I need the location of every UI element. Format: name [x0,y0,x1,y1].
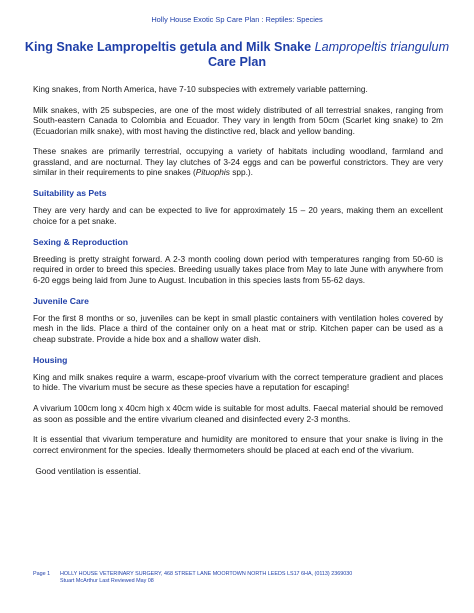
intro-paragraph: King snakes, from North America, have 7-10 subspecies with extremely variable patterning. [33,84,368,94]
housing-paragraph-3: It is essential that vivarium temperature and humidity are monitored to ensure that your snake is living in the correct environment for the species. Ideally thermometers should be placed at each end of the vivarium. [33,434,443,455]
title-latin: Lampropeltis triangulum [314,40,450,54]
juvenile-heading: Juvenile Care [33,295,89,306]
housing-paragraph-2: A vivarium 100cm long x 40cm high x 40cm wide is suitable for most adults. Faecal material should be removed as soon as possible and the entire vivarium cleaned and disinfected every 2-3 months. [33,403,443,424]
milk-snake-paragraph: Milk snakes, with 25 subspecies, are one of the most widely distributed of all terrestrial snakes, ranging from South-eastern Canada to Colombia and Ecuador. They vary in length from 50cm (Scarlet king snake) to 2m (Ecuadorian milk snake), with most having the distinctive red, black and yellow banding. [33,104,443,136]
housing-paragraph-4: Good ventilation is essential. [33,465,141,476]
page-header: Holly House Exotic Sp Care Plan : Reptiles: Species [151,15,323,24]
sexing-heading: Sexing & Reproduction [33,236,129,247]
habitat-paragraph [33,146,443,177]
housing-paragraph-1: King and milk snakes require a warm, escape-proof vivarium with the correct temperature gradient and places to hide. The vivarium must be secure as these species have a reputation for escaping! [33,372,443,393]
document-body [33,84,443,486]
suitability-paragraph: They are very hardy and can be expected to live for approximately 15 – 20 years, making them an excellent choice for a pet snake. [33,205,443,226]
title-main: King Snake Lampropeltis getula and Milk Snake [24,40,315,54]
habitat-text: These snakes are primarily terrestrial, occupying a variety of habitats including woodland, farmland and grassland, and are nocturnal. They lay clutches of 3-24 eggs and can be powerful constrictors. They are very similar in their requirements to pine snakes ( [33,146,443,178]
juvenile-paragraph: For the first 8 months or so, juveniles can be kept in small plastic containers with ventilation holes covered by mesh in the lids. Place a third of the container only on a heat mat or strip. Kitchen paper can be used as a cheap substrate. Provide a hide box and a shallow water dish. [33,313,443,344]
page-footer [33,571,453,585]
footer-review: Stuart McArthur Last Reviewed May 08 [60,578,154,584]
habitat-latin: Pituophis [195,167,230,178]
title-line-2: Care Plan [207,55,267,69]
footer-line-1 [33,571,453,578]
document-title [20,40,454,70]
footer-address: HOLLY HOUSE VETERINARY SURGERY, 468 STREET LANE MOORTOWN NORTH LEEDS LS17 6HA, (0113) 2369030 [60,571,353,577]
habitat-text-end: spp.). [229,167,253,178]
suitability-heading: Suitability as Pets [33,188,107,199]
title-line-1 [20,40,454,55]
housing-heading: Housing [33,354,68,365]
page-number: Page 1 [33,571,51,577]
sexing-paragraph: Breeding is pretty straight forward. A 2-3 month cooling down period with temperatures ranging from 50-60 is required in order to breed this species. Breeding usually takes place from May to late June with anywhere from 6-20 eggs being laid from June to August. Incubation in this species lasts from 55-62 days. [33,254,443,285]
